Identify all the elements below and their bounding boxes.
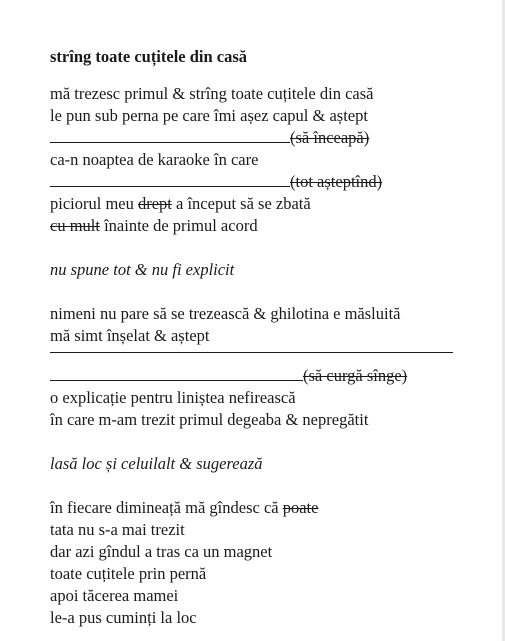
poem-line xyxy=(50,500,318,517)
struck-word: cu mult xyxy=(50,216,100,235)
poem-line: le pun sub perna pe care îmi așez capul & aștept xyxy=(50,106,368,125)
poem-line: în care m-am trezit primul degeaba & nepregătit xyxy=(50,410,369,429)
poem-line: tata nu s-a mai trezit xyxy=(50,520,185,539)
italic-instruction: lasă loc și celuilalt & sugerează xyxy=(50,454,263,473)
struck-word: poate xyxy=(282,498,319,517)
poem-title: strîng toate cuțitele din casă xyxy=(50,47,248,66)
poem-line: ca-n noaptea de karaoke în care xyxy=(50,150,259,169)
struck-note: (să curgă sînge) xyxy=(303,366,408,385)
poem-line: le-a pus cuminți la loc xyxy=(50,608,197,627)
poem-text: piciorul meu xyxy=(50,194,138,213)
poem-line: nimeni nu pare să se trezească & ghilotina e măsluită xyxy=(50,304,401,323)
blank-rule xyxy=(50,380,303,381)
poem-line: mă simt înșelat & aștept xyxy=(50,326,210,345)
struck-note: (tot așteptînd) xyxy=(290,172,383,191)
struck-note: (să înceapă) xyxy=(290,128,370,147)
poem-line: toate cuțitele prin pernă xyxy=(50,564,207,583)
poem-line: apoi tăcerea mamei xyxy=(50,586,179,605)
poem-text: în fiecare dimineață mă gîndesc că xyxy=(50,498,283,517)
blank-rule xyxy=(50,186,290,187)
italic-instruction: nu spune tot & nu fi explicit xyxy=(50,260,235,279)
poem-line: dar azi gîndul a tras ca un magnet xyxy=(50,542,273,561)
poem-text: a început să se zbată xyxy=(171,194,311,213)
poem-line: mă trezesc primul & strîng toate cuțitele din casă xyxy=(50,84,374,103)
blank-rule xyxy=(50,352,453,353)
poem-line xyxy=(50,196,311,213)
blank-rule xyxy=(50,142,290,143)
struck-word: drept xyxy=(137,194,172,213)
poem-line: o explicație pentru liniștea nefirească xyxy=(50,388,296,407)
poem-text: înainte de primul acord xyxy=(99,216,258,235)
poem-line xyxy=(50,218,258,235)
